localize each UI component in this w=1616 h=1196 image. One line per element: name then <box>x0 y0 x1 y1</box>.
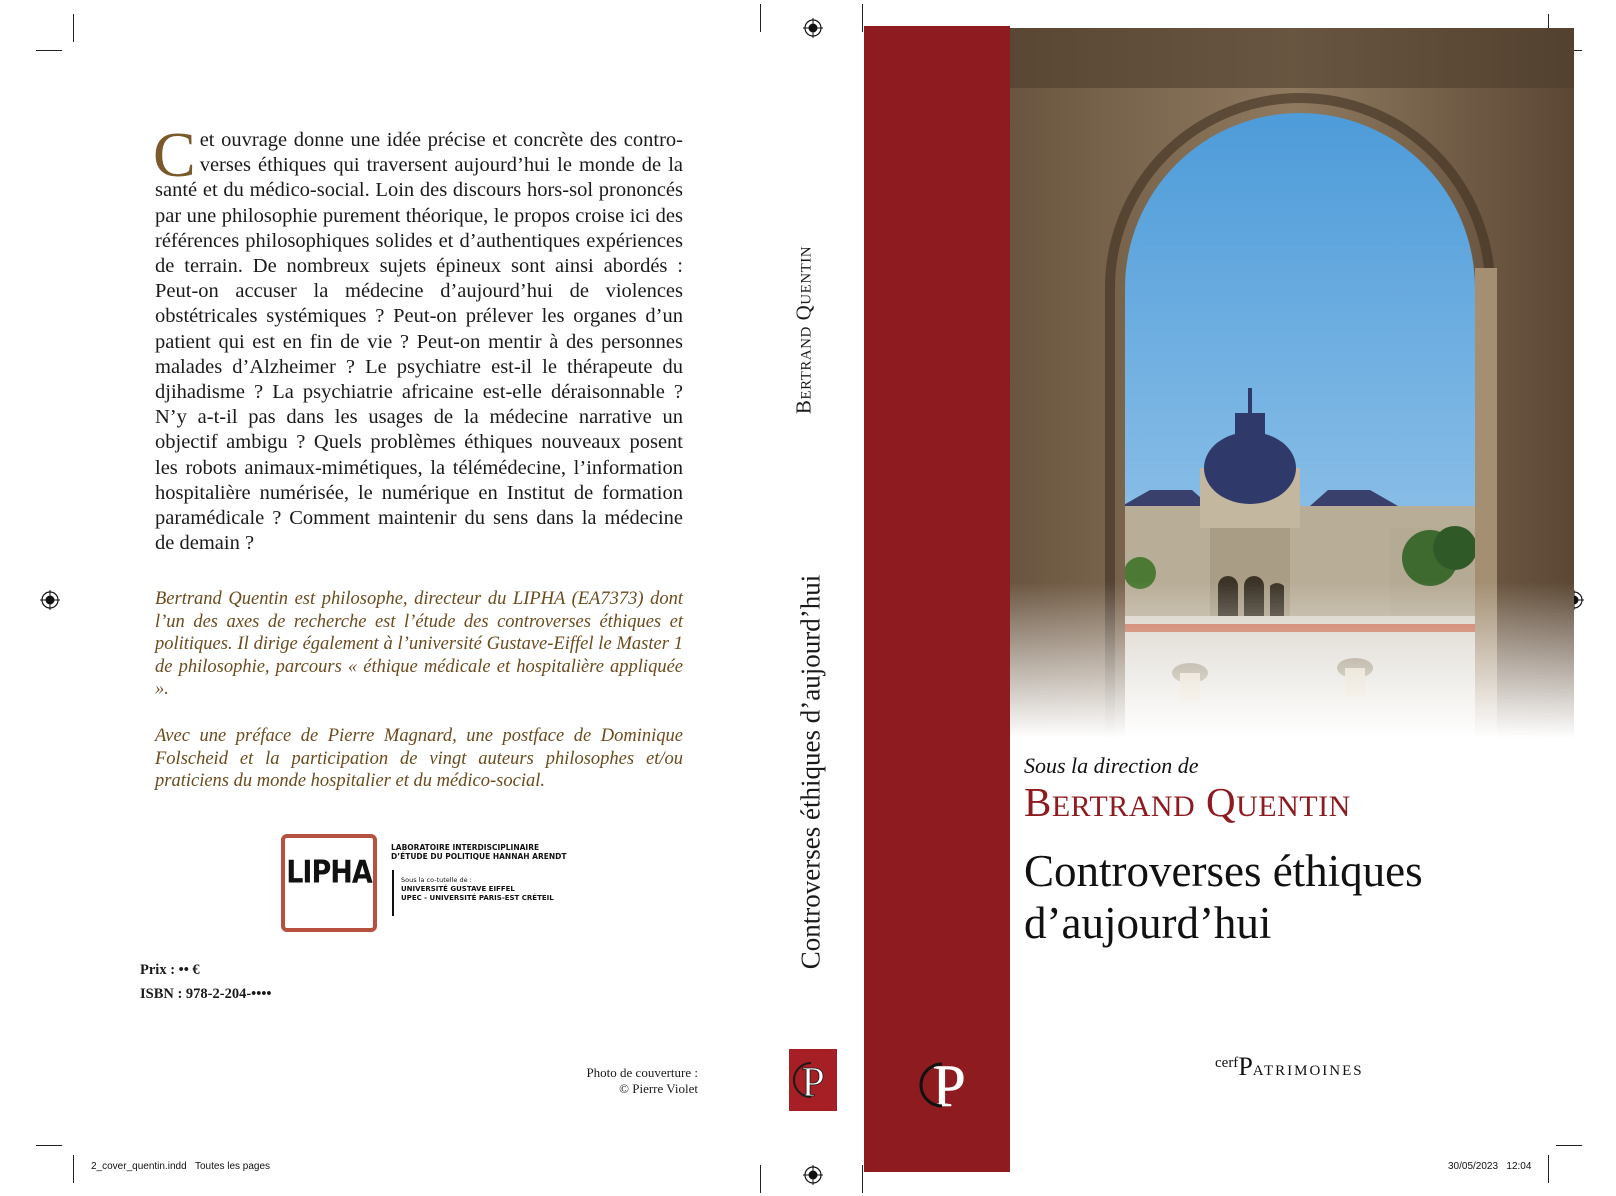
author-initial: Q <box>791 304 816 321</box>
preface-note: Avec une préface de Pierre Magnard, une postface de Dominique Folscheid et la participation de vingt auteurs philosophes et/ou praticiens du monde hospitalier et du médico-social. <box>155 726 683 791</box>
isbn: ISBN : 978-2-204-•••• <box>140 986 272 1002</box>
publisher-name: ATRIMOINES <box>1252 1063 1364 1079</box>
lipha-lab-name <box>391 843 567 861</box>
lipha-divider <box>392 870 394 916</box>
slug-date: 30/05/2023 <box>1448 1161 1499 1172</box>
university-name: UNIVERSITÉ GUSTAVE EIFFEL <box>401 885 515 893</box>
blurb-text: et ouvrage donne une idée précise et concrète des controverses éthiques qui traversent aujourd’hui le monde de la santé et du médico-social. Loin des discours hors-sol prononcés par une philosophie purement théorique, le propos croise ici des références philosophiques solides et d’authentiques expériences de terrain. De nombreux sujets épineux sont ainsi abordés : Peut-on accuser la médecine d’aujourd’hui de violences obstétricales systémiques ? Peut-on prélever les organes d’un patient qui est en fin de vie ? Peut-on mentir à des personnes malades d’Alzheimer ? Le psychiatre est-il le thérapeute du djihadisme ? La psychiatrie africaine est-elle déraisonnable ? N’y a-t-il pas dans les usages de la médecine narrative un objectif ambigu ? Quels problèmes éthiques nouveaux posent les robots animaux-mimétiques, la télémédecine, l’information hospitalière numérisée, le numérique en Institut de formation paramédicale ? Comment maintenir du sens dans la médecine de demain ? <box>155 129 683 555</box>
cover-photo <box>1010 28 1574 738</box>
crop-mark <box>760 4 761 32</box>
svg-text:P: P <box>932 1053 966 1118</box>
lipha-logo: LIPHA <box>286 854 372 891</box>
publisher-imprint <box>1215 1052 1364 1082</box>
crop-mark <box>862 4 863 32</box>
spine-author <box>792 246 817 414</box>
lipha-lab-line: D’ÉTUDE DU POLITIQUE HANNAH ARENDT <box>391 852 567 861</box>
front-subtitle: Sous la direction de <box>1024 753 1199 778</box>
crop-mark <box>73 1155 74 1183</box>
price: Prix : •• € <box>140 962 200 978</box>
cp-logo-icon <box>789 1049 837 1111</box>
front-title <box>1024 845 1544 949</box>
slug-filename: 2_cover_quentin.indd <box>91 1161 187 1172</box>
crop-mark <box>1548 1155 1549 1183</box>
author-name-part: ERTRAND <box>1051 790 1196 823</box>
spine-publisher-logo <box>789 1049 837 1111</box>
crop-mark <box>1556 1145 1582 1146</box>
registration-mark-icon <box>40 590 60 610</box>
cover-photo-image <box>1010 28 1574 738</box>
author-name-part: ERTRAND <box>798 326 815 400</box>
photo-credit-label: Photo de couverture : <box>586 1065 698 1080</box>
front-author <box>1024 778 1351 826</box>
cp-logo-icon <box>912 1048 982 1118</box>
publisher-cerf: cerf <box>1215 1055 1239 1071</box>
author-initial: B <box>1024 779 1052 825</box>
registration-mark-icon <box>803 1165 823 1185</box>
crop-mark <box>73 14 74 42</box>
photo-credit <box>560 1065 698 1097</box>
slug-datetime <box>1448 1161 1531 1172</box>
lipha-tutelle <box>401 876 554 903</box>
crop-mark <box>36 1145 62 1146</box>
back-cover-blurb <box>153 119 683 556</box>
front-red-band <box>864 26 1010 1172</box>
registration-mark-icon <box>803 18 823 38</box>
publisher-initial: P <box>1238 1052 1253 1081</box>
front-publisher-logo <box>912 1048 982 1123</box>
title-line: d’aujourd’hui <box>1024 898 1272 948</box>
drop-cap: C <box>153 119 196 190</box>
slug-file-info <box>91 1161 270 1172</box>
spine-title: Controverses éthiques d’aujourd’hui <box>795 574 826 970</box>
crop-mark <box>36 50 62 51</box>
tutelle-label: Sous la co-tutelle de : <box>401 876 472 884</box>
title-line: Controverses éthiques <box>1024 846 1423 896</box>
author-initial: B <box>791 399 816 415</box>
svg-text:P: P <box>801 1060 825 1106</box>
slug-time: 12:04 <box>1506 1161 1532 1172</box>
author-name-part: UENTIN <box>798 245 815 305</box>
university-name: UPEC - UNIVERSITÉ PARIS-EST CRÉTEIL <box>401 894 554 902</box>
photo-credit-name: © Pierre Violet <box>619 1081 698 1096</box>
author-name-part: UENTIN <box>1236 790 1351 823</box>
author-bio: Bertrand Quentin est philosophe, directeur du LIPHA (EA7373) dont l’un des axes de recherche est l’étude des controverses éthiques et politiques. Il dirige également à l’université Gustave-Eiffel le Master 1 de philosophie, parcours « éthique médicale et hospitalière appliquée ». <box>155 589 683 699</box>
crop-mark <box>862 1165 863 1193</box>
lipha-lab-line: LABORATOIRE INTERDISCIPLINAIRE <box>391 843 540 852</box>
slug-pages: Toutes les pages <box>194 1161 271 1172</box>
crop-mark <box>760 1165 761 1193</box>
price-isbn-block <box>140 958 271 1006</box>
author-initial: Q <box>1205 779 1237 825</box>
